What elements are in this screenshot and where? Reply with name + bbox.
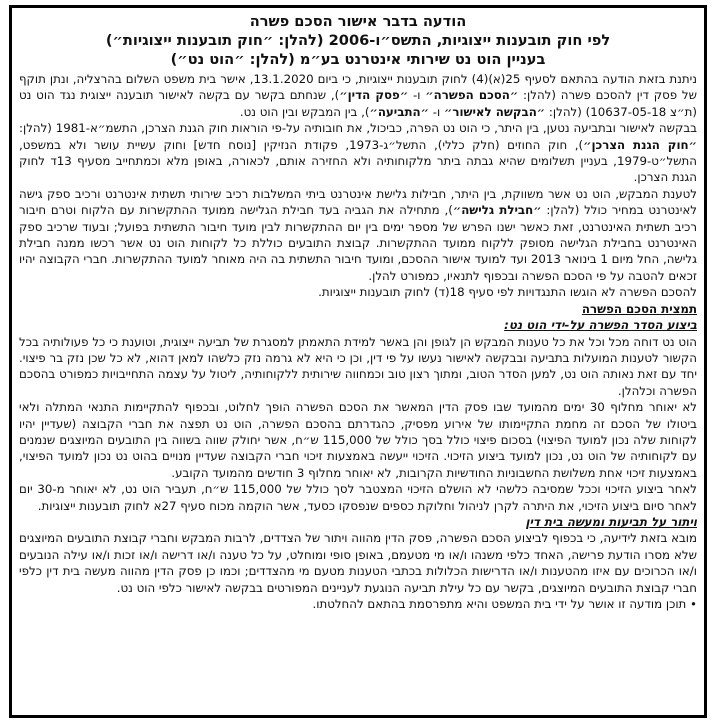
paragraph-1 xyxy=(19,120,697,186)
paragraph-7 xyxy=(19,399,697,481)
defined-term-bold: ״חוק הגנת הצרכן״ xyxy=(583,137,697,152)
document-border-frame xyxy=(9,5,707,718)
text-run: ניתנת בזאת הודעה בהתאם לסעיף 25(א)(4) לחוק תובענות ייצוגיות, כי ביום 13.1.2020, אישר בית משפט השלום בהרצליה, ונתן תוקף של פסק דין להסכם פשרה (להלן: xyxy=(19,72,697,103)
document-body xyxy=(19,71,697,612)
section-subheading xyxy=(19,317,697,333)
text-run: ו- xyxy=(408,88,426,103)
text-run: ), בין המבקש ובין הוט נט. xyxy=(239,104,370,119)
defined-term-bold: ״פסק הדין״ xyxy=(339,88,409,103)
section-subheading xyxy=(19,514,697,530)
text-run: לאחר ביצוע הזיכוי וככל שמסיבה כלשהי לא הושלם הזיכוי המצטבר לסך כולל של 115,000 ש״ח, תעביר הוט נט, לא יאוחר מ-30 יום לאחר סיום ביצוע הזיכוי, את היתרה לקרן לניהול וחלוקת כספים שנפסקו כסעד, אשר הוקמה מכוח סעיף 27א לחוק תובענות ייצוגיות. xyxy=(19,482,697,513)
text-run: לטענת המבקש, הוט נט אשר משווקת, בין היתר, חבילות גלישת אינטרנט ביתי המשלבות רכיב שירותי תשתית אינטרנט ורכיב ספק גישה לאינטרנט במחיר כולל (להלן: xyxy=(19,186,697,218)
section-heading-summary xyxy=(19,301,697,317)
paragraph-2 xyxy=(19,186,697,284)
text-run: מובא בזאת לידיעה, כי בכפוף לביצוע הסכם הפשרה, פסק הדין מהווה ויתור של הצדדים, לרבות המבקש וחברי קבוצת התובעים המיוצגים שלא מסרו הודעת פרישה, האחד כלפי משנהו ו/או מי מטעמם, באופן סופי ומוחלט, על כל טענה ו/או דרישה ו/או זכות ו/או עילה הנובעים ו/או הכרוכים עם איזו מהטענות ו/או הדרישות הכלולות בכתבי הטענות מטעם מי מהצדדים; וכמו כן פסק הדין מהווה מעשה בית דין כלפי חברי קבוצת התובעים המיוצגים, בקשר עם כל עילת תביעה הנוגעת לעניינים המפורטים בבקשה לאישור כלפי הוט נט. xyxy=(19,531,697,595)
defined-term-bold: ״התביעה״ xyxy=(369,104,429,119)
text-run: ויתור על תביעות ומעשה בית דין xyxy=(525,514,697,529)
paragraph-10 xyxy=(19,530,697,596)
text-run: הוט נט דוחה מכל וכל את כל טענות המבקש הן לגופן והן באשר למידת התאמתן למסגרת של תביעה ייצוגית, וטוענת כי כל פעולותיה בכל הקשור לטענות המועלות בתביעה ובבקשה לאישור נעשו על פי דין, וכן כי היא לא גרמה נזק כלשהו למאן דהוא, לא כל שכן נזק בר פיצוי. יחד עם זאת נאותה הוט נט, למען הסדר הטוב, ומתוך רצון טוב וכמחווה שירותית ללקוחותיה, ליטול על עצמה התחייבויות כמפורט בהסכם הפשרה וכלהלן. xyxy=(19,334,697,398)
defined-term-bold: ״חבילת גלישה״ xyxy=(452,203,542,218)
document-header xyxy=(19,12,697,69)
text-run: ), שנחתם בקשר עם בקשה לאישור תובענה ייצוגית נגד הוט נט (ת״צ 10637-05-18) (להלן: xyxy=(19,88,697,119)
paragraph-6 xyxy=(19,334,697,400)
paragraph-8 xyxy=(19,481,697,514)
document-title: הודעה בדבר אישור הסכם פשרה xyxy=(249,13,467,30)
text-run: ), מתחילה את הגביה בעד חבילת הגלישה ממועד ההתקשרות עם הלקוח וטרם חיבור רכיב תשתית האינטרנט, זאת כאשר ישנו הפרש של מספר ימים בין יום ההתקשרות לבין מועד חיבור התשתית בפועל; ובעוד שרכיב ספק האינטרנט בחבילת הגלישה מסופק ללקוח ממועד ההתקשרות. קבוצת התובעים כוללת כל לקוחות הוט נט אשר רכשו ממנה חבילת גלישה, החל מיום 1 בינואר 2013 ועד למועד אישור ההסכם, ומועד חיבור התשתית בה היה מאוחר למועד ההתקשרות. חברי הקבוצה יהיו זכאים להטבה על פי הסכם הפשרה ובכפוף לתנאיו, כמפורט להלן. xyxy=(19,203,697,283)
text-run: ו- xyxy=(429,104,444,119)
paragraph-0 xyxy=(19,71,697,120)
text-run: ביצוע הסדר הפשרה על-ידי הוט נט: xyxy=(504,318,697,333)
text-run: בבקשה לאישור ובתביעה נטען, בין היתר, כי הוט נט הפרה, כביכול, את חובותיה על-פי הוראות חוק הגנת הצרכן, התשמ״א-1981 (להלן: xyxy=(19,121,698,136)
defined-term-bold: ״הסכם הפשרה״ xyxy=(425,88,519,103)
court-approval-note xyxy=(19,596,697,612)
document-subtitle-company: בעניין הוט נט שירותי אינטרנט בע״מ (להלן: ״הוט נט״) xyxy=(170,51,546,68)
text-run: ), חוק החוזים (חלק כללי), התשל״ג-1973, פקודת הנזיקין [נוסח חדש] וחוק עשיית עושר ולא במשפט, התשל״ט-1979, בעניין תשלומים שהיא גבתה ביתר מלקוחותיה ולא החזירה אותם, לכאורה, באופן מלא וכמתחייב מסעיף 13ד לחוק הגנת הצרכן. xyxy=(19,137,698,185)
text-run: להסכם הפשרה לא הוגשו התנגדויות לפי סעיף 18(ד) לחוק תובענות ייצוגיות. xyxy=(318,285,697,300)
text-run: • תוכן מודעה זו אושר על ידי בית המשפט והיא מתפרסמת בהתאם להחלטתו. xyxy=(312,597,697,611)
paragraph-3 xyxy=(19,284,697,300)
document-subtitle-law: לפי חוק תובענות ייצוגיות, התשס״ו-2006 (להלן: ״חוק תובענות ייצוגיות״) xyxy=(105,32,611,49)
defined-term-bold: ״הבקשה לאישור״ xyxy=(443,104,546,119)
text-run: תמצית הסכם הפשרה xyxy=(581,301,697,316)
text-run: לא יאוחר מחלוף 30 ימים מהמועד שבו פסק הדין המאשר את הסכם הפשרה הופך לחלוט, ובכפוף להתקיימות התנאי המתלה ולאי ביטולו של הסכם זה מחמת התקיימותו של אירוע מפסיק, כהגדרתם בהסכם הפשרה, הוט נט תפצה את חברי הקבוצה (שעדיין יהיו לקוחות שלה נכון למועד הפיצוי) בסכום פיצוי כולל בסך כולל של 115,000 ש״ח, אשר יחולק שווה בשווה בין התובעים המיוצגים שנמנים עם לקוחותיה של הוט נט, נכון למועד ביצוע הזיכוי. הזיכוי ייעשה באמצעות זיכוי חברי הקבוצה שעדיין מנויים בהוט נט נכון למועד הפיצוי, באמצעות זיכוי אחת משלושת החשבוניות החודשיות הקרובות, לא יאוחר מחלוף 3 חודשים מהמועד הקובע. xyxy=(19,400,697,480)
